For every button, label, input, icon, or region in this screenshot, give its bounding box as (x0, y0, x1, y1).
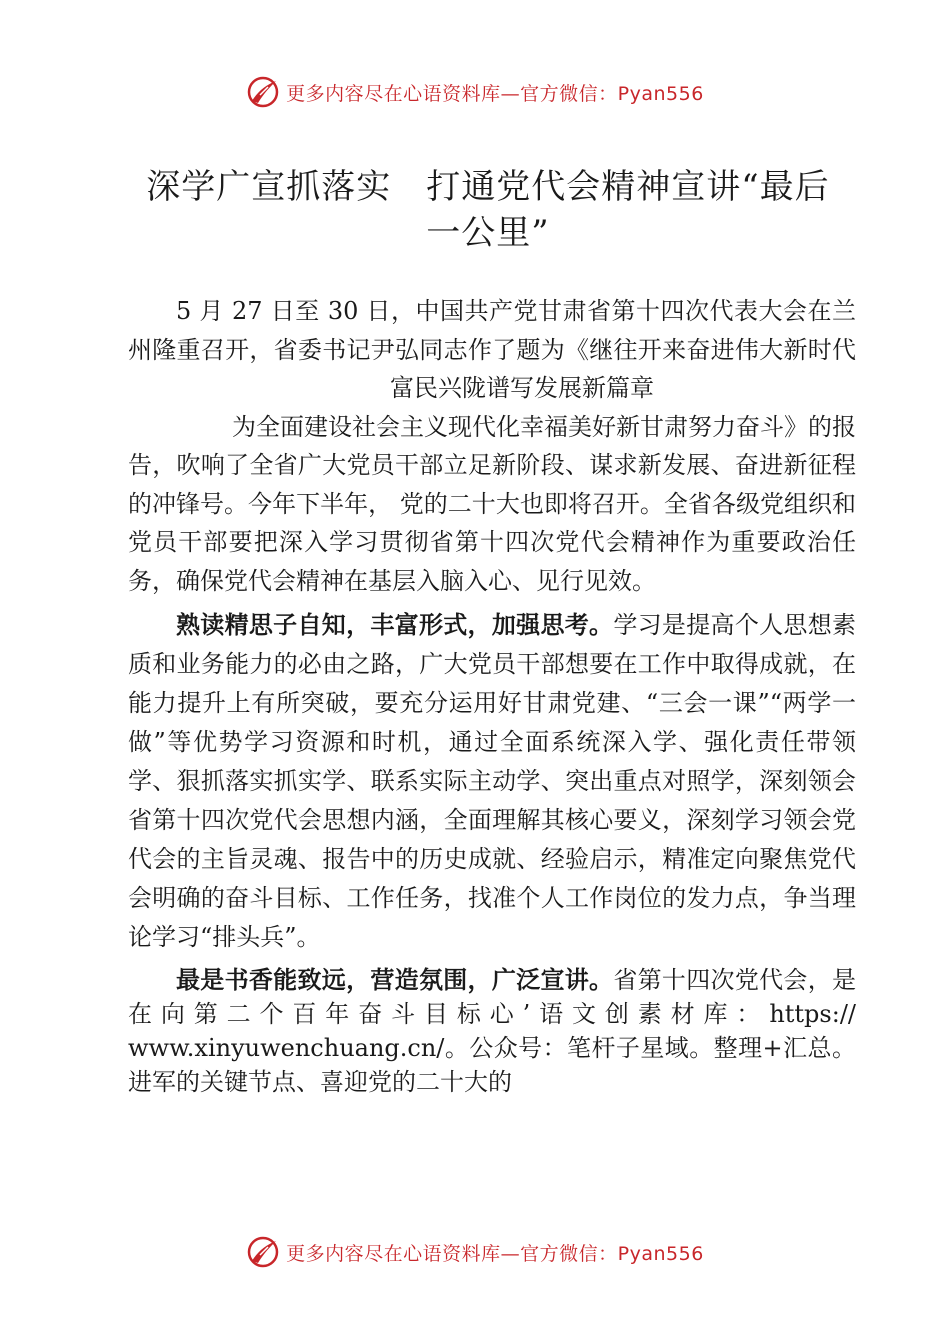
header-banner (0, 72, 950, 112)
paragraph-2 (128, 606, 856, 957)
footer-banner (0, 1232, 950, 1272)
paragraph-2-lead: 熟读精思子自知，丰富形式，加强思考。 (176, 611, 614, 639)
paragraph-3 (128, 963, 856, 1099)
brand-logo-icon (246, 1235, 280, 1269)
title-line-1: 深学广宣抓落实 打通党代会精神宣讲“最后 (146, 167, 830, 207)
header-banner-text: 更多内容尽在心语资料库—官方微信：Pyan556 (286, 82, 704, 105)
paragraph-1: 5 月 27 日至 30 日，中国共产党甘肃省第十四次代表大会在兰州隆重召开，省委书记尹弘同志作了题为《继往开来奋进伟大新时代富民兴陇谱写发展新篇章 为全面建设社会主义现代化幸福美好新甘肃努力奋斗》的报告，吹响了全省广大党员干部立足新阶段、谋求新发展、奋进新征程的冲锋号。今年下半年， 党的二十大也即将召开。全省各级党组织和党员干部要把深入学习贯彻省第十四次党代会精神作为重要政治任务，确保党代会精神在基层入脑入心、见行见效。 (128, 297, 856, 595)
brand-logo-icon (246, 75, 280, 109)
paragraph-2-text: 学习是提高个人思想素质和业务能力的必由之路，广大党员干部想要在工作中取得成就，在能力提升上有所突破，要充分运用好甘肃党建、“三会一课”“两学一做”等优势学习资源和时机，通过全面系统深入学、强化责任带领学、狠抓落实抓实学、联系实际主动学、突出重点对照学，深刻领会省第十四次党代会思想内涵，全面理解其核心要义，深刻学习领会党代会的主旨灵魂、报告中的历史成就、经验启示，精准定向聚焦党代会明确的奋斗目标、工作任务，找准个人工作岗位的发力点，争当理论学习“排头兵”。 (128, 611, 857, 951)
footer-banner-text: 更多内容尽在心语资料库—官方微信：Pyan556 (286, 1242, 704, 1265)
title-line-2: 一公里” (426, 213, 550, 253)
paragraph-3-text: 省第十四次党代会，是在向第二个百年奋斗目标心’语文创素材库：https:// www.xinyuwenchuang.cn/。公众号：笔杆子星域。整理+汇总。进军的关键节点、喜迎党的二十大的 (128, 966, 857, 1096)
paragraph-3-lead: 最是书香能致远，营造氛围，广泛宣讲。 (176, 966, 614, 994)
document-body (128, 292, 856, 1099)
document-title (128, 164, 848, 256)
